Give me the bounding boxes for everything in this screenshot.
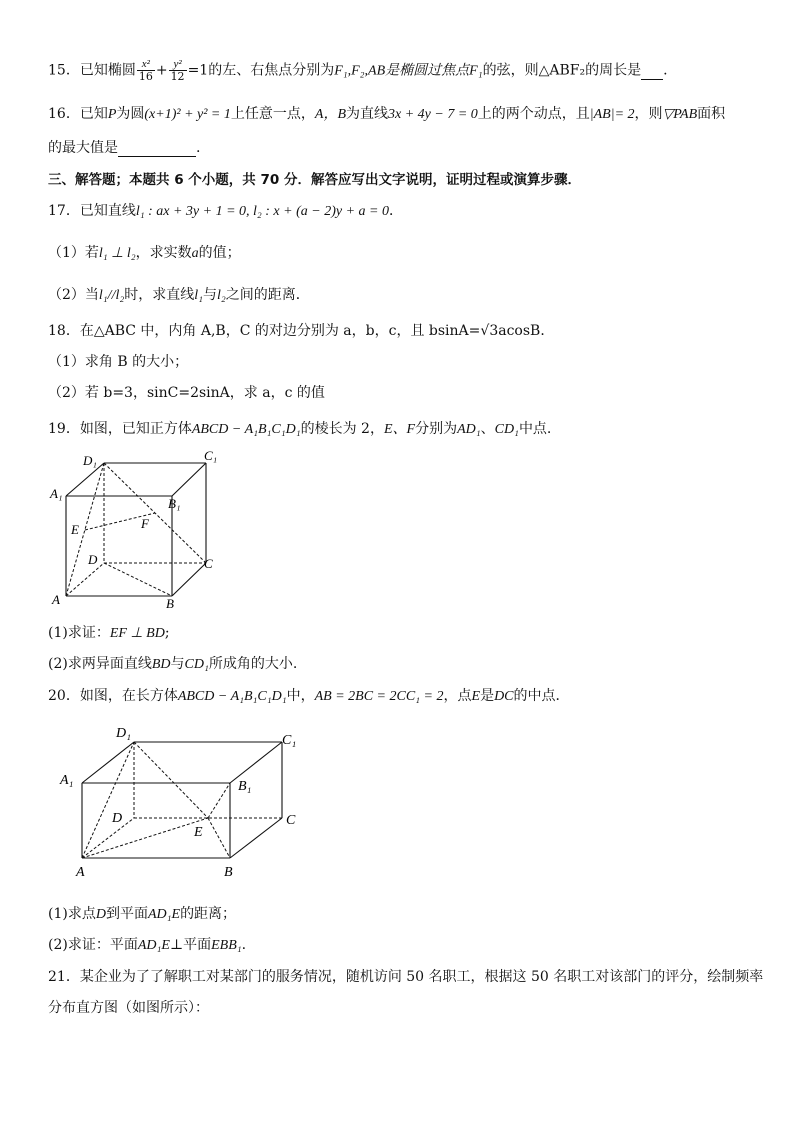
q16-text: 面积 (697, 106, 726, 122)
edge-ad (82, 818, 134, 858)
label-a: A (76, 865, 85, 880)
edge-b1c1 (230, 742, 282, 783)
segment-dc: DC (494, 689, 514, 704)
label-b: B (166, 596, 174, 611)
fraction-y2-12 (169, 58, 187, 83)
frac-num: y² (169, 58, 187, 71)
q16-text: ，则 (634, 106, 663, 122)
q19-text: ; (164, 625, 170, 641)
q17-text: 时，求直线 (124, 287, 195, 303)
question-18-part1: （1）求角 B 的大小； (48, 354, 189, 370)
question-17-part2 (48, 284, 310, 304)
focus-f1: F₁ (469, 63, 483, 79)
question-17-stem (48, 200, 403, 220)
diag-ad1 (82, 742, 134, 858)
segment-cd1: CD₁ (184, 657, 209, 672)
triangle-pab: ▽PAB (662, 107, 698, 122)
q19-text: (2)求两异面直线 (48, 656, 152, 672)
line-l1: l₁ (194, 288, 203, 303)
segment-bd: BD (151, 657, 171, 672)
q20-text: ，点 (443, 688, 472, 704)
q15-text2: ,AB是椭圆过焦点 (364, 63, 470, 79)
point-e: E (471, 689, 481, 704)
label-e: E (194, 825, 203, 840)
answer-blank[interactable] (118, 140, 196, 157)
label-c: C (286, 813, 296, 828)
q19-text: (1)求证： (48, 625, 110, 641)
edge-ad (66, 563, 104, 596)
segment-d1e (134, 742, 208, 818)
ef-perp-bd: EF ⊥ BD (109, 626, 165, 641)
label-f: F (141, 516, 149, 531)
q16-text: 为圆 (116, 106, 145, 122)
label-d: D (112, 811, 123, 826)
label-a: A (52, 592, 60, 607)
label-a1: A₁ (60, 773, 74, 788)
dimension-condition: AB = 2BC = 2CC₁ = 2 (314, 689, 444, 704)
abs-ab: |AB|= 2 (589, 107, 635, 122)
q16-end: . (196, 140, 201, 156)
edge-bc (172, 563, 206, 596)
edge-b1c1 (172, 463, 206, 496)
question-19-part1 (48, 622, 170, 642)
label-d1: D₁ (83, 453, 97, 468)
question-21-line1: 21．某企业为了了解职工对某部门的服务情况，随机访问 50 名职工，根据这 50 名职工对该部门的评分，绘制频率 (48, 969, 764, 985)
fraction-x2-16 (137, 58, 155, 83)
q20-text: 中， (286, 688, 315, 704)
point-p: P (107, 107, 117, 122)
question-18-part2: （2）若 b=3，sinC=2sinA，求 a，c 的值 (48, 385, 325, 401)
q19-text: 19．如图，已知正方体 (48, 421, 192, 437)
segment-ad1: AD₁ (457, 422, 481, 437)
question-21-line2: 分布直方图（如图所示）： (48, 1000, 209, 1016)
q18-text: acosB． (498, 323, 555, 339)
answer-blank[interactable] (641, 63, 663, 80)
cuboid-diagram (58, 718, 308, 883)
point-d: D (95, 907, 106, 922)
parallel-condition: l₁//l₂ (98, 288, 125, 303)
q17-text: 的值； (198, 245, 241, 261)
q16-text: 为直线 (346, 106, 388, 122)
line-equation: 3x + 4y − 7 = 0 (388, 107, 478, 122)
diag-bd (104, 563, 172, 596)
label-b1: B₁ (238, 779, 252, 794)
q20-text: (2)求证：平面 (48, 937, 138, 953)
edge-bc (230, 818, 282, 858)
label-c1: C₁ (204, 448, 218, 463)
perp-condition: l₁ ⊥ l₂ (98, 246, 136, 261)
q16-text: 上任意一点， (230, 106, 315, 122)
segment-ae (82, 818, 208, 858)
q20-text: . (241, 937, 247, 953)
q19-text: 所成角的大小. (208, 656, 298, 672)
q20-text: 的中点． (513, 688, 570, 704)
points-ab: A，B (314, 107, 346, 122)
frac-den: 16 (138, 70, 153, 83)
q18-text: 18．在△ABC 中，内角 A,B，C 的对边分别为 a，b，c，且 bsinA= (48, 323, 481, 339)
q19-text: 的棱长为 2， (300, 421, 384, 437)
line-equations: l₁ : ax + 3y + 1 = 0, l₂ : x + (a − 2)y + a = 0 (135, 204, 389, 219)
q15-text: 的左、右焦点分别为 (208, 62, 335, 79)
label-c1: C₁ (282, 733, 297, 748)
q20-text: 20．如图，在长方体 (48, 688, 178, 704)
q20-text: 的距离； (180, 906, 237, 922)
label-c: C (204, 556, 213, 571)
label-d1: D₁ (116, 726, 131, 741)
label-b1: B₁ (168, 496, 181, 511)
question-19-part2 (48, 653, 297, 673)
frac-num: x² (137, 58, 155, 71)
q20-text: 是 (480, 688, 495, 704)
q16-text: 的最大值是 (48, 140, 118, 156)
q20-text: 到平面 (105, 906, 148, 922)
q17-text: 17．已知直线 (48, 203, 136, 219)
box-name: ABCD − A₁B₁C₁D₁ (177, 689, 287, 704)
q17-text: 之间的距离． (225, 287, 310, 303)
cuboid-figure-20 (58, 718, 308, 883)
question-18-stem (48, 320, 554, 340)
q15-end: . (663, 62, 668, 79)
question-15 (48, 58, 668, 83)
foci: F₁,F₂ (334, 63, 365, 79)
edge-a1d1 (82, 742, 134, 783)
q16-text: 16．已知 (48, 106, 108, 122)
question-16-line1 (48, 103, 725, 123)
segment-eb1 (208, 783, 230, 818)
q17-text: ． (388, 203, 403, 219)
q17-text: （1）若 (48, 245, 99, 261)
segment-cd1: CD₁ (494, 422, 519, 437)
question-16-line2 (48, 137, 200, 157)
label-b: B (224, 865, 233, 880)
cube-figure-19 (44, 448, 224, 618)
q15-prefix: 15．已知椭圆 (48, 62, 136, 79)
q19-text: 中点. (518, 421, 552, 437)
cube-name: ABCD − A₁B₁C₁D₁ (191, 422, 301, 437)
question-19-stem (48, 418, 551, 438)
plane-ad1e: AD₁E (137, 938, 170, 953)
q15-text3: 的弦，则△ABF₂的周长是 (482, 62, 642, 79)
q19-text: 与 (170, 656, 185, 672)
var-a: a (191, 246, 199, 261)
question-17-part1 (48, 242, 241, 262)
plus-sign: + (155, 62, 168, 79)
points-ef: E、F (383, 422, 416, 437)
q19-text: 分别为 (415, 421, 458, 437)
section-3-heading: 三、解答题；本题共 6 个小题，共 70 分．解答应写出文字说明，证明过程或演算步骤． (48, 172, 581, 188)
question-20-stem (48, 685, 570, 705)
segment-eb (208, 818, 230, 858)
q16-text: 上的两个动点，且 (477, 106, 590, 122)
q20-text: (1)求点 (48, 906, 96, 922)
frac-den: 12 (170, 70, 185, 83)
plane-ebb1: EBB₁ (211, 938, 242, 953)
circle-equation: (x+1)² + y² = 1 (144, 107, 231, 122)
label-a1: A₁ (50, 486, 63, 501)
q19-text: 、 (480, 421, 495, 437)
q20-text: ⊥平面 (169, 937, 212, 953)
question-20-part2 (48, 934, 246, 954)
equals: =1 (187, 62, 209, 79)
q17-text: ，求实数 (135, 245, 192, 261)
q17-text: （2）当 (48, 287, 99, 303)
question-20-part1 (48, 903, 236, 923)
cube-diagram (44, 448, 224, 618)
label-d: D (88, 552, 98, 567)
plane-ad1e: AD₁E (147, 907, 181, 922)
sqrt-3: √3 (480, 323, 499, 339)
q17-text: 与 (202, 287, 217, 303)
label-e: E (71, 522, 79, 537)
line-l2: l₂ (216, 288, 226, 303)
